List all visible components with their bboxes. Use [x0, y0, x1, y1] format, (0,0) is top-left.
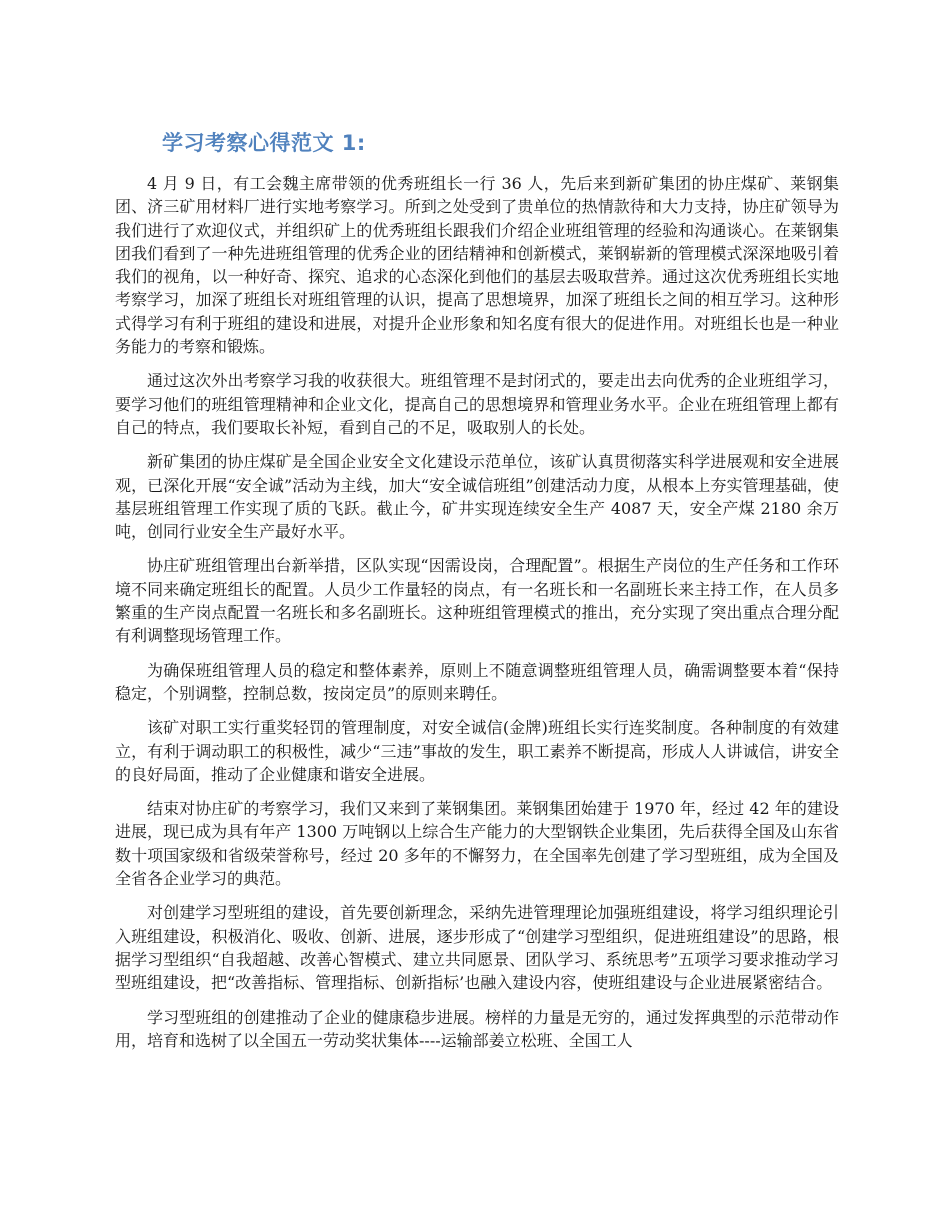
- paragraph: 学习型班组的创建推动了企业的健康稳步进展。榜样的力量是无穷的，通过发挥典型的示范带动作用，培育和选树了以全国五一劳动奖状集体----运输部姜立松班、全国工人: [115, 1007, 839, 1050]
- paragraph: 4 月 9 日，有工会魏主席带领的优秀班组长一行 36 人，先后来到新矿集团的协庄煤矿、莱钢集团、济三矿用材料厂进行实地考察学习。所到之处受到了贵单位的热情款待和大力支持，协庄矿领导为我们进行了欢迎仪式，并组织矿上的优秀班组长跟我们介绍企业班组管理的经验和沟通谈心。在莱钢集团我们看到了一种先进班组管理的优秀企业的团结精神和创新模式，莱钢崭新的管理模式深深地吸引着我们的视角，以一种好奇、探究、追求的心态深化到他们的基层去吸取营养。通过这次优秀班组长实地考察学习，加深了班组长对班组管理的认识，提高了思想境界，加深了班组长之间的相互学习。这种形式得学习有利于班组的建设和进展，对提升企业形象和知名度有很大的促进作用。对班组长也是一种业务能力的考察和锻炼。: [115, 174, 839, 357]
- paragraph: 协庄矿班组管理出台新举措，区队实现“因需设岗，合理配置”。根据生产岗位的生产任务和工作环境不同来确定班组长的配置。人员少工作量轻的岗点，有一名班长和一名副班长来主持工作，在人员多繁重的生产岗点配置一名班长和多名副班长。这种班组管理模式的推出，充分实现了突出重点合理分配有利调整现场管理工作。: [115, 556, 839, 646]
- paragraph: 该矿对职工实行重奖轻罚的管理制度，对安全诚信(金牌)班组长实行连奖制度。各种制度的有效建立，有利于调动职工的积极性，减少“三违”事故的发生，职工素养不断提高，形成人人讲诚信，讲安全的良好局面，推动了企业健康和谐安全进展。: [115, 718, 839, 784]
- paragraph: 新矿集团的协庄煤矿是全国企业安全文化建设示范单位，该矿认真贯彻落实科学进展观和安全进展观，已深化开展“安全诚”活动为主线，加大“安全诚信班组”创建活动力度，从根本上夯实管理基础，使基层班组管理工作实现了质的飞跃。截止今，矿井实现连续安全生产 4087 天，安全产煤 2180 余万吨，创同行业安全生产最好水平。: [115, 452, 839, 542]
- document-body: [115, 172, 839, 1063]
- paragraph: 结束对协庄矿的考察学习，我们又来到了莱钢集团。莱钢集团始建于 1970 年，经过 42 年的建设进展，现已成为具有年产 1300 万吨钢以上综合生产能力的大型钢铁企业集团，先后获得全国及山东省数十项国家级和省级荣誉称号，经过 20 多年的不懈努力，在全国率先创建了学习型班组，成为全国及全省各企业学习的典范。: [115, 799, 839, 889]
- paragraph: 为确保班组管理人员的稳定和整体素养，原则上不随意调整班组管理人员，确需调整要本着“保持稳定，个别调整，控制总数，按岗定员”的原则来聘任。: [115, 660, 839, 703]
- document-title: 学习考察心得范文 1:: [162, 131, 366, 155]
- paragraph: 通过这次外出考察学习我的收获很大。班组管理不是封闭式的，要走出去向优秀的企业班组学习，要学习他们的班组管理精神和企业文化，提高自己的思想境界和管理业务水平。企业在班组管理上都有自己的特点，我们要取长补短，看到自己的不足，吸取别人的长处。: [115, 371, 839, 437]
- paragraph: 对创建学习型班组的建设，首先要创新理念，采纳先进管理理论加强班组建设，将学习组织理论引入班组建设，积极消化、吸收、创新、进展，逐步形成了“创建学习型组织，促进班组建设”的思路，根据学习型组织“自我超越、改善心智模式、建立共同愿景、团队学习、系统思考”五项学习要求推动学习型班组建设，把“改善指标、管理指标、创新指标’也融入建设内容，使班组建设与企业进展紧密结合。: [115, 903, 839, 993]
